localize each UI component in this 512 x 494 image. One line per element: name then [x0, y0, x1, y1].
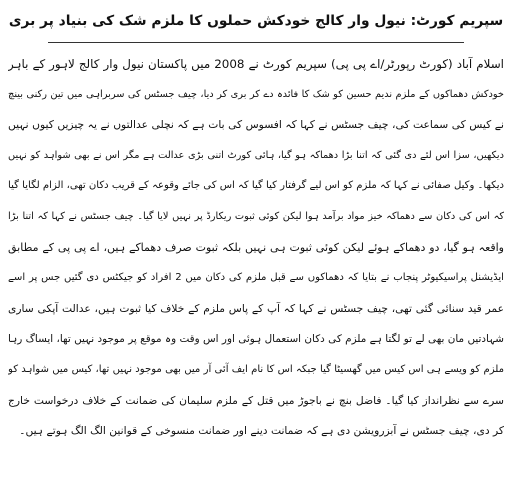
body-line: دیکھا۔ وکیل صفائی نے کہا کہ ملزم کو اس لیے گرفتار کیا گیا کہ اس کی جائے وقوعہ کے قریب دکان تھی، الزام لگایا گیا: [8, 180, 504, 192]
body-line: دیکھیں، سزا اس لئے دی گئی کہ اتنا بڑا دھماکہ ہو گیا، ہائی کورٹ اتنی بڑی عدالت ہے مگر اس نے بھی شواہد کو نہیں: [8, 149, 504, 161]
body-line: نے کیس کی سماعت کی، چیف جسٹس نے کہا کہ افسوس کی بات ہے کہ نچلی عدالتوں نے یہ چیزیں کیوں نہیں: [8, 118, 504, 132]
body-line: کر دی، چیف جسٹس نے آبزرویشن دی ہے کہ ضمانت دینے اور ضمانت منسوخی کے قوانین الگ الگ ہوتے ہیں۔: [19, 424, 504, 438]
body-line: ایڈیشنل پراسیکیوٹر پنجاب نے بتایا کہ دھماکوں سے قبل ملزم کی دکان میں 2 افراد کو جیکٹس دی گئیں جس پر اسے: [8, 272, 504, 284]
headline-divider: [48, 42, 464, 43]
headline: سپریم کورٹ: نیول وار کالج خودکش حملوں کا ملزم شک کی بنیاد پر بری: [8, 13, 504, 29]
body-line: عمر قید سنائی گئی تھی، چیف جسٹس نے کہا کہ آپ کے پاس ملزم کے خلاف کیا ثبوت ہیں، عدالت آپکی ساری: [8, 301, 504, 315]
article-body: [8, 49, 504, 447]
body-line: کہ اس کی دکان سے دھماکہ خیز مواد برآمد ہوا لیکن کوئی ثبوت ریکارڈ پر نہیں لایا گیا۔ چیف جسٹس نے کہا کہ اتنا بڑا: [8, 210, 504, 222]
body-line: خودکش دھماکوں کے ملزم ندیم حسین کو شک کا فائدہ دے کر بری کر دیا، چیف جسٹس کی سربراہی میں تین رکنی بینچ: [8, 88, 504, 100]
body-line: اسلام آباد (کورٹ رپورٹر/اے پی پی) سپریم کورٹ نے 2008 میں پاکستان نیول وار کالج لاہور کے باہر: [8, 57, 504, 71]
body-line: ملزم کو ویسے ہی اس کیس میں گھسیٹا گیا جبکہ اس کا نام ایف آئی آر میں بھی موجود نہیں تھا، کیس میں شواہد کو: [8, 363, 504, 375]
body-line: شہادتیں مان بھی لے تو لگتا ہے ملزم کی دکان استعمال ہوئی اور اس وقت وہ موقع پر موجود نہیں تھا، ایساگ رہا: [8, 333, 504, 346]
body-line: واقعہ ہو گیا، دو دھماکے ہوئے لیکن کوئی ثبوت ہی نہیں بلکہ ثبوت صرف دھماکے ہیں، اے پی پی کے مطابق: [8, 240, 504, 254]
body-line: سرے سے نظرانداز کیا گیا۔ فاضل بنچ نے باجوڑ میں قتل کے ملزم سلیمان کی ضمانت کے خلاف درخواست خارج: [8, 393, 504, 407]
